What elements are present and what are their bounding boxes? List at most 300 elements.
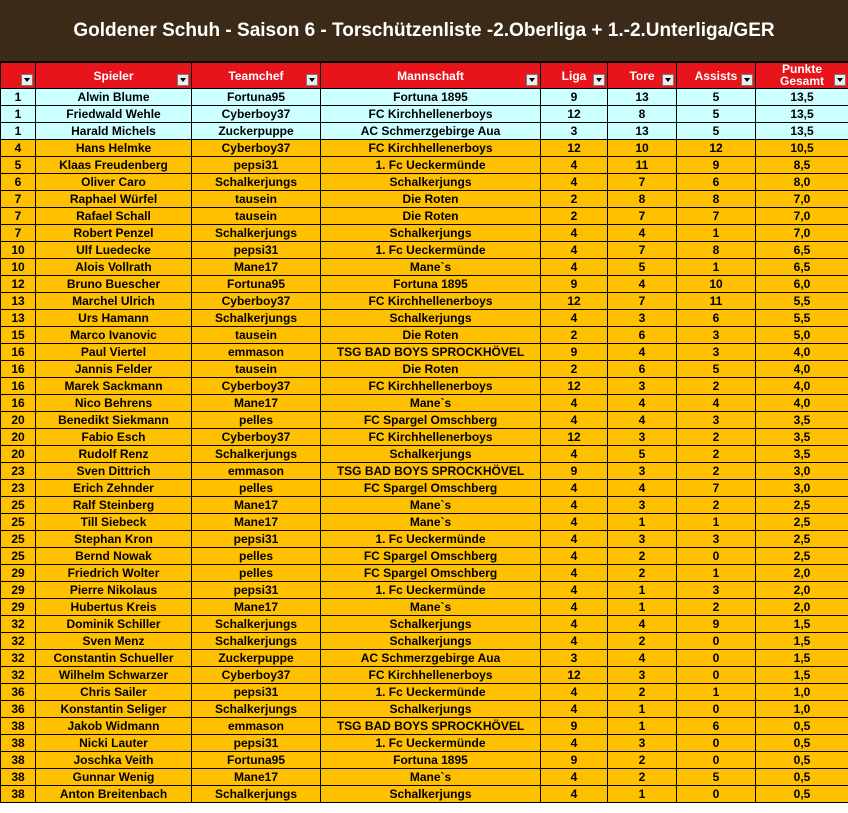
cell-liga[interactable]: 12 (541, 667, 608, 684)
cell-liga[interactable]: 4 (541, 684, 608, 701)
cell-teamchef[interactable]: Schalkerjungs (192, 786, 321, 803)
cell-punkte[interactable]: 4,0 (756, 344, 848, 361)
cell-spieler[interactable]: Jakob Widmann (36, 718, 192, 735)
cell-teamchef[interactable]: Mane17 (192, 395, 321, 412)
cell-spieler[interactable]: Bernd Nowak (36, 548, 192, 565)
cell-rank[interactable]: 32 (1, 650, 36, 667)
cell-rank[interactable]: 20 (1, 412, 36, 429)
cell-spieler[interactable]: Sven Menz (36, 633, 192, 650)
cell-mannschaft[interactable]: Schalkerjungs (321, 633, 541, 650)
cell-assists[interactable]: 4 (677, 395, 756, 412)
cell-liga[interactable]: 9 (541, 718, 608, 735)
cell-spieler[interactable]: Benedikt Siekmann (36, 412, 192, 429)
cell-assists[interactable]: 0 (677, 701, 756, 718)
cell-rank[interactable]: 23 (1, 480, 36, 497)
cell-rank[interactable]: 25 (1, 531, 36, 548)
cell-liga[interactable]: 2 (541, 191, 608, 208)
cell-spieler[interactable]: Raphael Würfel (36, 191, 192, 208)
cell-punkte[interactable]: 4,0 (756, 361, 848, 378)
cell-assists[interactable]: 0 (677, 786, 756, 803)
cell-teamchef[interactable]: Mane17 (192, 514, 321, 531)
cell-mannschaft[interactable]: 1. Fc Ueckermünde (321, 684, 541, 701)
cell-assists[interactable]: 0 (677, 650, 756, 667)
cell-teamchef[interactable]: emmason (192, 344, 321, 361)
cell-assists[interactable]: 0 (677, 548, 756, 565)
cell-spieler[interactable]: Erich Zehnder (36, 480, 192, 497)
cell-teamchef[interactable]: Schalkerjungs (192, 616, 321, 633)
cell-teamchef[interactable]: tausein (192, 208, 321, 225)
cell-spieler[interactable]: Joschka Veith (36, 752, 192, 769)
cell-assists[interactable]: 1 (677, 684, 756, 701)
cell-rank[interactable]: 5 (1, 157, 36, 174)
cell-tore[interactable]: 6 (608, 327, 677, 344)
cell-spieler[interactable]: Marek Sackmann (36, 378, 192, 395)
cell-mannschaft[interactable]: FC Kirchhellenerboys (321, 106, 541, 123)
cell-mannschaft[interactable]: Schalkerjungs (321, 446, 541, 463)
cell-assists[interactable]: 6 (677, 174, 756, 191)
cell-assists[interactable]: 0 (677, 667, 756, 684)
cell-teamchef[interactable]: tausein (192, 327, 321, 344)
filter-dropdown-icon[interactable] (306, 74, 318, 86)
cell-assists[interactable]: 5 (677, 123, 756, 140)
cell-rank[interactable]: 16 (1, 344, 36, 361)
cell-spieler[interactable]: Konstantin Seliger (36, 701, 192, 718)
cell-tore[interactable]: 13 (608, 123, 677, 140)
cell-liga[interactable]: 4 (541, 786, 608, 803)
cell-punkte[interactable]: 8,0 (756, 174, 848, 191)
cell-liga[interactable]: 9 (541, 463, 608, 480)
cell-liga[interactable]: 9 (541, 752, 608, 769)
cell-liga[interactable]: 2 (541, 361, 608, 378)
cell-punkte[interactable]: 5,5 (756, 293, 848, 310)
cell-spieler[interactable]: Rafael Schall (36, 208, 192, 225)
cell-assists[interactable]: 3 (677, 344, 756, 361)
cell-rank[interactable]: 25 (1, 497, 36, 514)
cell-mannschaft[interactable]: Schalkerjungs (321, 786, 541, 803)
cell-liga[interactable]: 4 (541, 174, 608, 191)
cell-assists[interactable]: 3 (677, 412, 756, 429)
cell-tore[interactable]: 8 (608, 106, 677, 123)
cell-punkte[interactable]: 1,5 (756, 616, 848, 633)
cell-assists[interactable]: 2 (677, 497, 756, 514)
cell-punkte[interactable]: 1,5 (756, 667, 848, 684)
cell-tore[interactable]: 4 (608, 616, 677, 633)
cell-mannschaft[interactable]: Schalkerjungs (321, 701, 541, 718)
cell-tore[interactable]: 1 (608, 786, 677, 803)
cell-assists[interactable]: 5 (677, 106, 756, 123)
cell-punkte[interactable]: 1,5 (756, 633, 848, 650)
cell-spieler[interactable]: Sven Dittrich (36, 463, 192, 480)
cell-teamchef[interactable]: Cyberboy37 (192, 106, 321, 123)
cell-punkte[interactable]: 2,5 (756, 497, 848, 514)
cell-teamchef[interactable]: Cyberboy37 (192, 293, 321, 310)
cell-rank[interactable]: 7 (1, 191, 36, 208)
cell-liga[interactable]: 4 (541, 259, 608, 276)
cell-teamchef[interactable]: pelles (192, 548, 321, 565)
cell-rank[interactable]: 4 (1, 140, 36, 157)
cell-tore[interactable]: 1 (608, 599, 677, 616)
cell-rank[interactable]: 29 (1, 582, 36, 599)
cell-punkte[interactable]: 6,0 (756, 276, 848, 293)
cell-spieler[interactable]: Hubertus Kreis (36, 599, 192, 616)
cell-tore[interactable]: 3 (608, 429, 677, 446)
cell-rank[interactable]: 38 (1, 718, 36, 735)
cell-tore[interactable]: 4 (608, 344, 677, 361)
cell-assists[interactable]: 9 (677, 616, 756, 633)
cell-assists[interactable]: 2 (677, 446, 756, 463)
cell-rank[interactable]: 16 (1, 395, 36, 412)
cell-mannschaft[interactable]: Mane`s (321, 514, 541, 531)
cell-liga[interactable]: 3 (541, 123, 608, 140)
cell-tore[interactable]: 7 (608, 208, 677, 225)
cell-mannschaft[interactable]: 1. Fc Ueckermünde (321, 582, 541, 599)
cell-rank[interactable]: 36 (1, 701, 36, 718)
cell-spieler[interactable]: Friedrich Wolter (36, 565, 192, 582)
cell-rank[interactable]: 29 (1, 599, 36, 616)
cell-liga[interactable]: 4 (541, 599, 608, 616)
cell-punkte[interactable]: 5,0 (756, 327, 848, 344)
cell-tore[interactable]: 3 (608, 531, 677, 548)
cell-rank[interactable]: 38 (1, 752, 36, 769)
cell-assists[interactable]: 3 (677, 531, 756, 548)
cell-liga[interactable]: 12 (541, 106, 608, 123)
cell-tore[interactable]: 3 (608, 310, 677, 327)
cell-teamchef[interactable]: Schalkerjungs (192, 310, 321, 327)
cell-punkte[interactable]: 1,0 (756, 684, 848, 701)
cell-teamchef[interactable]: tausein (192, 191, 321, 208)
cell-tore[interactable]: 4 (608, 395, 677, 412)
cell-teamchef[interactable]: pelles (192, 480, 321, 497)
cell-assists[interactable]: 10 (677, 276, 756, 293)
cell-teamchef[interactable]: emmason (192, 718, 321, 735)
cell-spieler[interactable]: Till Siebeck (36, 514, 192, 531)
cell-punkte[interactable]: 1,5 (756, 650, 848, 667)
cell-rank[interactable]: 1 (1, 106, 36, 123)
cell-liga[interactable]: 12 (541, 293, 608, 310)
cell-punkte[interactable]: 0,5 (756, 718, 848, 735)
cell-rank[interactable]: 10 (1, 259, 36, 276)
cell-mannschaft[interactable]: AC Schmerzgebirge Aua (321, 650, 541, 667)
cell-spieler[interactable]: Nico Behrens (36, 395, 192, 412)
cell-tore[interactable]: 5 (608, 446, 677, 463)
cell-punkte[interactable]: 4,0 (756, 395, 848, 412)
cell-rank[interactable]: 16 (1, 361, 36, 378)
cell-tore[interactable]: 6 (608, 361, 677, 378)
cell-spieler[interactable]: Bruno Buescher (36, 276, 192, 293)
cell-punkte[interactable]: 7,0 (756, 208, 848, 225)
cell-mannschaft[interactable]: 1. Fc Ueckermünde (321, 242, 541, 259)
cell-liga[interactable]: 9 (541, 89, 608, 106)
cell-liga[interactable]: 4 (541, 633, 608, 650)
cell-rank[interactable]: 25 (1, 548, 36, 565)
cell-rank[interactable]: 12 (1, 276, 36, 293)
cell-tore[interactable]: 2 (608, 565, 677, 582)
cell-punkte[interactable]: 10,5 (756, 140, 848, 157)
cell-tore[interactable]: 1 (608, 582, 677, 599)
cell-mannschaft[interactable]: AC Schmerzgebirge Aua (321, 123, 541, 140)
filter-dropdown-icon[interactable] (834, 74, 846, 86)
cell-spieler[interactable]: Paul Viertel (36, 344, 192, 361)
filter-dropdown-icon[interactable] (177, 74, 189, 86)
cell-mannschaft[interactable]: Fortuna 1895 (321, 89, 541, 106)
cell-mannschaft[interactable]: 1. Fc Ueckermünde (321, 531, 541, 548)
cell-liga[interactable]: 4 (541, 412, 608, 429)
cell-tore[interactable]: 10 (608, 140, 677, 157)
cell-assists[interactable]: 2 (677, 378, 756, 395)
cell-liga[interactable]: 2 (541, 327, 608, 344)
cell-punkte[interactable]: 2,0 (756, 582, 848, 599)
cell-spieler[interactable]: Chris Sailer (36, 684, 192, 701)
cell-rank[interactable]: 38 (1, 735, 36, 752)
cell-rank[interactable]: 1 (1, 123, 36, 140)
cell-teamchef[interactable]: Schalkerjungs (192, 633, 321, 650)
cell-tore[interactable]: 7 (608, 293, 677, 310)
cell-punkte[interactable]: 3,5 (756, 412, 848, 429)
cell-mannschaft[interactable]: TSG BAD BOYS SPROCKHÖVEL (321, 344, 541, 361)
cell-liga[interactable]: 4 (541, 395, 608, 412)
cell-punkte[interactable]: 7,0 (756, 225, 848, 242)
cell-liga[interactable]: 12 (541, 140, 608, 157)
cell-assists[interactable]: 2 (677, 429, 756, 446)
cell-tore[interactable]: 2 (608, 769, 677, 786)
cell-mannschaft[interactable]: Die Roten (321, 327, 541, 344)
cell-mannschaft[interactable]: Mane`s (321, 259, 541, 276)
cell-punkte[interactable]: 0,5 (756, 735, 848, 752)
cell-spieler[interactable]: Marchel Ulrich (36, 293, 192, 310)
cell-rank[interactable]: 7 (1, 208, 36, 225)
cell-assists[interactable]: 1 (677, 565, 756, 582)
cell-teamchef[interactable]: Schalkerjungs (192, 446, 321, 463)
cell-punkte[interactable]: 2,5 (756, 514, 848, 531)
cell-tore[interactable]: 3 (608, 463, 677, 480)
cell-rank[interactable]: 16 (1, 378, 36, 395)
cell-liga[interactable]: 4 (541, 582, 608, 599)
cell-spieler[interactable]: Pierre Nikolaus (36, 582, 192, 599)
cell-punkte[interactable]: 3,0 (756, 463, 848, 480)
cell-liga[interactable]: 4 (541, 242, 608, 259)
cell-mannschaft[interactable]: Schalkerjungs (321, 174, 541, 191)
cell-tore[interactable]: 13 (608, 89, 677, 106)
cell-assists[interactable]: 3 (677, 327, 756, 344)
cell-liga[interactable]: 4 (541, 565, 608, 582)
cell-tore[interactable]: 4 (608, 276, 677, 293)
cell-mannschaft[interactable]: TSG BAD BOYS SPROCKHÖVEL (321, 463, 541, 480)
cell-rank[interactable]: 32 (1, 633, 36, 650)
cell-tore[interactable]: 3 (608, 497, 677, 514)
cell-rank[interactable]: 6 (1, 174, 36, 191)
cell-teamchef[interactable]: Fortuna95 (192, 89, 321, 106)
cell-assists[interactable]: 1 (677, 514, 756, 531)
cell-tore[interactable]: 4 (608, 480, 677, 497)
cell-punkte[interactable]: 0,5 (756, 752, 848, 769)
cell-mannschaft[interactable]: FC Kirchhellenerboys (321, 140, 541, 157)
cell-rank[interactable]: 15 (1, 327, 36, 344)
cell-rank[interactable]: 23 (1, 463, 36, 480)
cell-teamchef[interactable]: pepsi31 (192, 531, 321, 548)
cell-teamchef[interactable]: emmason (192, 463, 321, 480)
cell-mannschaft[interactable]: Fortuna 1895 (321, 752, 541, 769)
cell-teamchef[interactable]: Mane17 (192, 497, 321, 514)
cell-rank[interactable]: 13 (1, 293, 36, 310)
cell-rank[interactable]: 32 (1, 667, 36, 684)
cell-spieler[interactable]: Alois Vollrath (36, 259, 192, 276)
cell-punkte[interactable]: 6,5 (756, 259, 848, 276)
cell-liga[interactable]: 4 (541, 480, 608, 497)
cell-assists[interactable]: 7 (677, 480, 756, 497)
cell-assists[interactable]: 6 (677, 718, 756, 735)
cell-liga[interactable]: 3 (541, 650, 608, 667)
cell-teamchef[interactable]: Mane17 (192, 259, 321, 276)
cell-teamchef[interactable]: pepsi31 (192, 735, 321, 752)
cell-mannschaft[interactable]: FC Spargel Omschberg (321, 548, 541, 565)
cell-teamchef[interactable]: Schalkerjungs (192, 174, 321, 191)
cell-liga[interactable]: 4 (541, 735, 608, 752)
cell-rank[interactable]: 20 (1, 429, 36, 446)
cell-teamchef[interactable]: Cyberboy37 (192, 140, 321, 157)
cell-mannschaft[interactable]: Mane`s (321, 769, 541, 786)
cell-rank[interactable]: 20 (1, 446, 36, 463)
cell-punkte[interactable]: 4,0 (756, 378, 848, 395)
cell-tore[interactable]: 4 (608, 650, 677, 667)
filter-dropdown-icon[interactable] (593, 74, 605, 86)
cell-assists[interactable]: 0 (677, 633, 756, 650)
filter-dropdown-icon[interactable] (21, 74, 33, 86)
cell-mannschaft[interactable]: FC Spargel Omschberg (321, 480, 541, 497)
cell-tore[interactable]: 11 (608, 157, 677, 174)
cell-spieler[interactable]: Alwin Blume (36, 89, 192, 106)
cell-punkte[interactable]: 3,5 (756, 446, 848, 463)
cell-teamchef[interactable]: Zuckerpuppe (192, 650, 321, 667)
cell-rank[interactable]: 36 (1, 684, 36, 701)
cell-mannschaft[interactable]: FC Spargel Omschberg (321, 565, 541, 582)
cell-mannschaft[interactable]: Mane`s (321, 395, 541, 412)
cell-teamchef[interactable]: pepsi31 (192, 684, 321, 701)
cell-mannschaft[interactable]: FC Spargel Omschberg (321, 412, 541, 429)
cell-tore[interactable]: 3 (608, 667, 677, 684)
cell-spieler[interactable]: Constantin Schueller (36, 650, 192, 667)
cell-liga[interactable]: 4 (541, 548, 608, 565)
cell-tore[interactable]: 3 (608, 378, 677, 395)
cell-punkte[interactable]: 7,0 (756, 191, 848, 208)
cell-tore[interactable]: 8 (608, 191, 677, 208)
cell-assists[interactable]: 0 (677, 752, 756, 769)
cell-liga[interactable]: 12 (541, 378, 608, 395)
cell-mannschaft[interactable]: Die Roten (321, 191, 541, 208)
cell-punkte[interactable]: 2,0 (756, 565, 848, 582)
cell-assists[interactable]: 7 (677, 208, 756, 225)
cell-rank[interactable]: 38 (1, 769, 36, 786)
cell-punkte[interactable]: 2,5 (756, 548, 848, 565)
cell-rank[interactable]: 1 (1, 89, 36, 106)
cell-spieler[interactable]: Rudolf Renz (36, 446, 192, 463)
cell-teamchef[interactable]: pepsi31 (192, 157, 321, 174)
cell-spieler[interactable]: Wilhelm Schwarzer (36, 667, 192, 684)
cell-liga[interactable]: 4 (541, 157, 608, 174)
cell-tore[interactable]: 1 (608, 718, 677, 735)
cell-mannschaft[interactable]: FC Kirchhellenerboys (321, 293, 541, 310)
cell-mannschaft[interactable]: Die Roten (321, 361, 541, 378)
cell-mannschaft[interactable]: FC Kirchhellenerboys (321, 378, 541, 395)
cell-tore[interactable]: 4 (608, 225, 677, 242)
cell-punkte[interactable]: 8,5 (756, 157, 848, 174)
cell-mannschaft[interactable]: FC Kirchhellenerboys (321, 667, 541, 684)
cell-punkte[interactable]: 1,0 (756, 701, 848, 718)
cell-mannschaft[interactable]: Schalkerjungs (321, 225, 541, 242)
cell-tore[interactable]: 7 (608, 174, 677, 191)
cell-mannschaft[interactable]: TSG BAD BOYS SPROCKHÖVEL (321, 718, 541, 735)
cell-teamchef[interactable]: Schalkerjungs (192, 225, 321, 242)
cell-assists[interactable]: 1 (677, 225, 756, 242)
cell-spieler[interactable]: Anton Breitenbach (36, 786, 192, 803)
cell-spieler[interactable]: Nicki Lauter (36, 735, 192, 752)
cell-teamchef[interactable]: tausein (192, 361, 321, 378)
filter-dropdown-icon[interactable] (526, 74, 538, 86)
cell-spieler[interactable]: Urs Hamann (36, 310, 192, 327)
cell-tore[interactable]: 2 (608, 548, 677, 565)
cell-punkte[interactable]: 3,5 (756, 429, 848, 446)
cell-rank[interactable]: 7 (1, 225, 36, 242)
cell-teamchef[interactable]: Schalkerjungs (192, 701, 321, 718)
cell-tore[interactable]: 3 (608, 735, 677, 752)
cell-spieler[interactable]: Hans Helmke (36, 140, 192, 157)
cell-tore[interactable]: 4 (608, 412, 677, 429)
cell-tore[interactable]: 2 (608, 684, 677, 701)
cell-mannschaft[interactable]: Schalkerjungs (321, 310, 541, 327)
cell-liga[interactable]: 4 (541, 616, 608, 633)
cell-rank[interactable]: 13 (1, 310, 36, 327)
cell-rank[interactable]: 25 (1, 514, 36, 531)
cell-punkte[interactable]: 2,0 (756, 599, 848, 616)
cell-spieler[interactable]: Fabio Esch (36, 429, 192, 446)
cell-mannschaft[interactable]: FC Kirchhellenerboys (321, 429, 541, 446)
cell-assists[interactable]: 8 (677, 191, 756, 208)
cell-spieler[interactable]: Gunnar Wenig (36, 769, 192, 786)
cell-teamchef[interactable]: Mane17 (192, 769, 321, 786)
cell-mannschaft[interactable]: 1. Fc Ueckermünde (321, 157, 541, 174)
cell-spieler[interactable]: Klaas Freudenberg (36, 157, 192, 174)
cell-teamchef[interactable]: Fortuna95 (192, 752, 321, 769)
cell-punkte[interactable]: 13,5 (756, 123, 848, 140)
cell-teamchef[interactable]: Fortuna95 (192, 276, 321, 293)
cell-teamchef[interactable]: Zuckerpuppe (192, 123, 321, 140)
cell-punkte[interactable]: 13,5 (756, 89, 848, 106)
cell-liga[interactable]: 4 (541, 769, 608, 786)
cell-tore[interactable]: 7 (608, 242, 677, 259)
cell-teamchef[interactable]: pelles (192, 412, 321, 429)
cell-liga[interactable]: 4 (541, 225, 608, 242)
cell-teamchef[interactable]: Cyberboy37 (192, 378, 321, 395)
cell-spieler[interactable]: Dominik Schiller (36, 616, 192, 633)
cell-tore[interactable]: 1 (608, 514, 677, 531)
cell-teamchef[interactable]: Cyberboy37 (192, 667, 321, 684)
cell-spieler[interactable]: Oliver Caro (36, 174, 192, 191)
cell-assists[interactable]: 2 (677, 463, 756, 480)
cell-liga[interactable]: 9 (541, 276, 608, 293)
cell-teamchef[interactable]: pepsi31 (192, 582, 321, 599)
cell-assists[interactable]: 5 (677, 89, 756, 106)
cell-rank[interactable]: 29 (1, 565, 36, 582)
cell-spieler[interactable]: Robert Penzel (36, 225, 192, 242)
cell-assists[interactable]: 12 (677, 140, 756, 157)
cell-punkte[interactable]: 3,0 (756, 480, 848, 497)
cell-spieler[interactable]: Ulf Luedecke (36, 242, 192, 259)
cell-assists[interactable]: 1 (677, 259, 756, 276)
cell-tore[interactable]: 1 (608, 701, 677, 718)
cell-tore[interactable]: 2 (608, 752, 677, 769)
cell-teamchef[interactable]: pelles (192, 565, 321, 582)
cell-mannschaft[interactable]: Mane`s (321, 497, 541, 514)
cell-mannschaft[interactable]: Die Roten (321, 208, 541, 225)
